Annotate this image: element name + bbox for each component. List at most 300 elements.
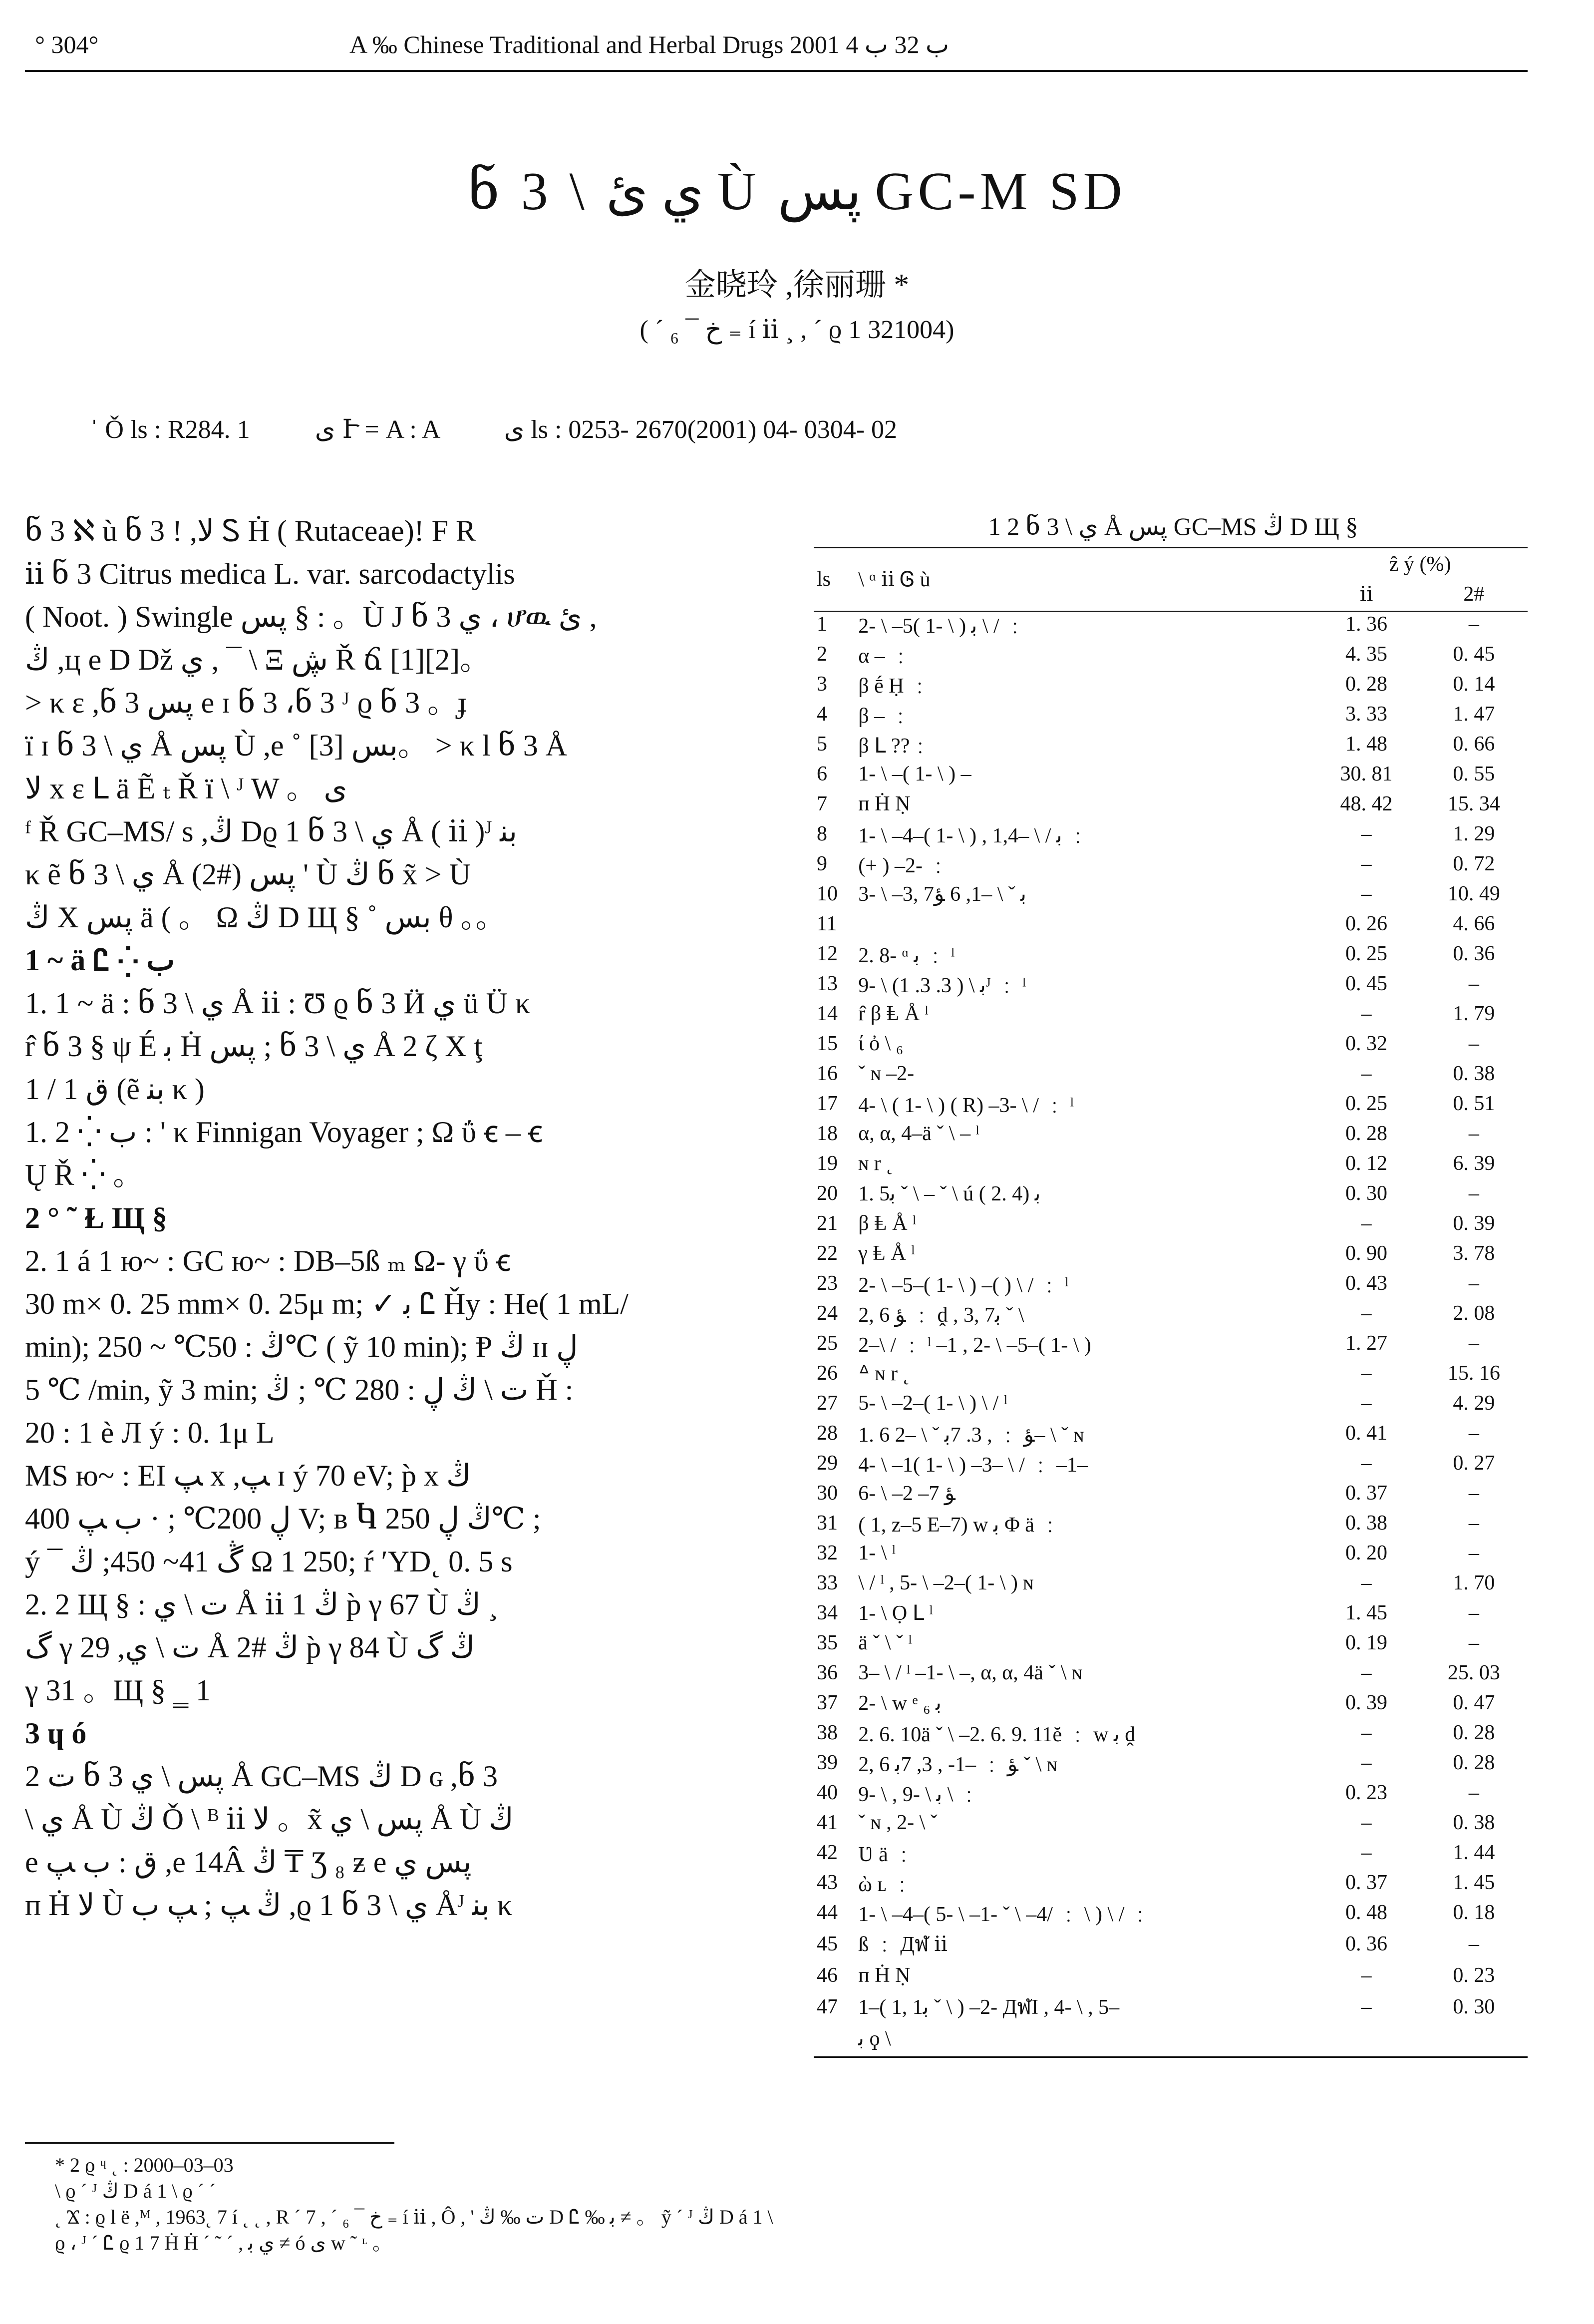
row-number: 31 <box>817 1512 838 1535</box>
row-number: 26 <box>817 1362 838 1385</box>
content-sample-1: 1. 48 <box>1345 733 1388 756</box>
table-row <box>814 969 1528 999</box>
content-sample-1: 0. 36 <box>1345 1933 1388 1955</box>
row-number: 13 <box>817 972 838 995</box>
row-number: 36 <box>817 1661 838 1684</box>
content-sample-1: – <box>1361 1062 1372 1085</box>
row-number: 16 <box>817 1062 838 1085</box>
table-row <box>814 1149 1528 1178</box>
compound-name: ß ﹕ Дฬ ⅱ <box>858 1933 948 1956</box>
clc-number: ˈ Ǒ ls : R284. 1 <box>90 415 250 444</box>
body-line: Ų Ř ⁛ 。 <box>25 1159 143 1191</box>
content-sample-1: 0. 32 <box>1345 1032 1388 1055</box>
table-row <box>814 909 1528 939</box>
table-row <box>814 879 1528 909</box>
content-sample-1: – <box>1361 1302 1372 1325</box>
compound-name: 2. 6. 10ä ˇ \ –2. 6. 9. 11ĕ ﹕ w ﺑ ḓ <box>858 1723 1136 1746</box>
content-sample-2: 0. 23 <box>1453 1964 1495 1987</box>
content-sample-1: 0. 19 <box>1345 1631 1388 1654</box>
footnote <box>55 2152 773 2256</box>
content-sample-1: 0. 28 <box>1345 673 1388 696</box>
table-row <box>814 1328 1528 1358</box>
row-number: 40 <box>817 1781 838 1804</box>
content-sample-1: – <box>1361 882 1372 905</box>
body-line: κ ẽ ნ 3 \ ي Å (2#) پس ' Ù ڭ ნ x̃ > Ù <box>25 858 471 891</box>
content-sample-1: – <box>1361 1392 1372 1415</box>
table-row <box>814 1448 1528 1478</box>
compound-name: 2- \ w ᵉ ﺑ ₆ <box>858 1692 942 1715</box>
content-sample-1: – <box>1361 1212 1372 1235</box>
row-number: 29 <box>817 1452 838 1475</box>
journal-header: A ‰ Chinese Traditional and Herbal Drugs 2001 ب 32 ب 4 <box>349 30 950 58</box>
col-sample-2: 2# <box>1463 583 1485 606</box>
table-title: 1 2 ნ 3 \ ي Å پس GC–MS ڭ D Щ § <box>988 512 1358 540</box>
compound-name: 1- \ –4–( 5- \ –1- ˇ \ –4/ ﹕ \ ) \ / ﹕ <box>858 1903 1151 1926</box>
section-heading: 3 ɥ ó <box>25 1717 87 1750</box>
compound-name: 1- \ –4–( 1- \ ) , 1,4– \ / ﺑ ﹕ <box>858 824 1089 847</box>
compound-name <box>855 909 1312 939</box>
table-row <box>814 1298 1528 1328</box>
content-sample-1: 0. 41 <box>1345 1422 1388 1445</box>
content-sample-2: – <box>1468 1332 1479 1355</box>
compound-name: 3– \ / ˡ –1- \ –, α, α, 4ä ˇ \ ɴ <box>858 1661 1082 1684</box>
table-row <box>814 759 1528 789</box>
body-line: > κ ε ,ნ 3 پس e ɪ ნ 3 ،ნ 3 ᴶ ϱ ნ 3 。ɟ <box>25 686 468 719</box>
document-code: ى Ւ = A : A <box>315 415 439 444</box>
table-row <box>814 1868 1528 1898</box>
compound-name: β – ﹕ <box>858 705 911 728</box>
compound-name: α, α, 4–ä ˇ \ – ˡ <box>858 1122 979 1145</box>
content-sample-2: 0. 28 <box>1453 1721 1495 1744</box>
row-number: 22 <box>817 1242 838 1265</box>
body-line: ý ¯ ڴ 41~ 450; ڭ Ω 1 250; ŕ ʹYD˛ 0. 5 s <box>25 1545 513 1578</box>
row-number: 17 <box>817 1092 838 1115</box>
compound-name: (+ ) –2- ﹕ <box>858 854 949 877</box>
table-row <box>814 939 1528 969</box>
row-number: 42 <box>817 1841 838 1864</box>
content-sample-2: 2. 08 <box>1453 1302 1495 1325</box>
compound-name: 1–( 1, 1ﺑ ˇ \ ) –2- ДฬI , 4- \ , 5– <box>858 1996 1120 2019</box>
compound-name: ﺑ ϙ \ <box>858 2027 891 2050</box>
table-top-rule <box>814 547 1528 548</box>
content-sample-2: – <box>1468 1032 1479 1055</box>
content-sample-2: – <box>1468 613 1479 636</box>
row-number: 1 <box>817 613 827 636</box>
content-sample-1: – <box>1361 1811 1372 1834</box>
content-sample-1: 0. 12 <box>1345 1152 1388 1175</box>
header-rule <box>25 70 1528 72</box>
row-number: 30 <box>817 1482 838 1505</box>
compound-name: Ʋ ä ﹕ <box>858 1843 915 1866</box>
compound-name: ί ὀ \ ₆ <box>858 1032 904 1055</box>
row-number: 32 <box>817 1542 838 1564</box>
table-row <box>814 1418 1528 1448</box>
content-sample-1: 30. 81 <box>1340 763 1393 785</box>
row-number: 14 <box>817 1002 838 1025</box>
content-sample-1: – <box>1361 1002 1372 1025</box>
content-sample-1: 1. 27 <box>1345 1332 1388 1355</box>
content-sample-2: 25. 03 <box>1447 1661 1500 1684</box>
content-sample-2: 1. 47 <box>1453 703 1495 726</box>
content-sample-1: – <box>1361 1751 1372 1774</box>
table-row <box>814 1688 1528 1718</box>
content-sample-2: 1. 29 <box>1453 822 1495 845</box>
content-sample-1: 0. 26 <box>1345 912 1388 935</box>
table-row <box>814 1388 1528 1418</box>
row-number: 18 <box>817 1122 838 1145</box>
row-number: 9 <box>817 852 827 875</box>
body-line: r̂ ნ 3 § ψ É ﺑ Ḣ پس ; ნ 3 \ ي Å 2 ζ X ţ <box>25 1030 483 1063</box>
body-line: 5 ℃ /min, ỹ 3 min; ت \ ڭ ڸ : 280 ℃ ; ڭ Ȟ : <box>25 1373 574 1406</box>
body-line: ⅱ ნ 3 Citrus medica L. var. sarcodactylis <box>25 557 515 590</box>
row-number: 37 <box>817 1691 838 1714</box>
content-sample-1: 0. 23 <box>1345 1781 1388 1804</box>
content-sample-1: – <box>1361 1995 1372 2018</box>
compound-name: п Ḣ Ṇ <box>858 792 911 815</box>
body-line: e ق : ب ﭗ ,e 14Â ڭ ₸ Ʒ ₈ ƶ e پس ي <box>25 1846 472 1879</box>
table-row <box>814 1658 1528 1688</box>
article-id: ى ls : 0253- 2670(2001) 04- 0304- 02 <box>504 415 898 444</box>
body-line: ڭ X پس ä ( 。 Ω ڭ D Щ § ˚ ﺑﺲ θ 。。 <box>25 901 506 934</box>
content-sample-1: – <box>1361 1571 1372 1594</box>
content-sample-2: 1. 45 <box>1453 1871 1495 1894</box>
table-row <box>814 1808 1528 1838</box>
content-sample-2: – <box>1468 1422 1479 1445</box>
table-row <box>814 1478 1528 1508</box>
body-line: 2. 2 Щ § : ت \ ي Å ⅱ 1 ڭ p̀ γ 67 Ù ڭ ¸ <box>25 1588 498 1621</box>
compound-name: 5- \ –2–( 1- \ ) \ / ˡ <box>858 1392 1007 1415</box>
footnote-line: ˛ Ϫ : ϱ l ë ,ᴹ , 1963˛ 7 í ˛ ˛ , R ´ 7 , ´ ₆ ¯ خ ₌ í ⅱ , Ô , ' ت ‰ ڭ D Ꮭ ‰ ﺑ ≠ 。 ỹ ´ ᴶ ڭ D á 1 \ <box>55 2206 773 2228</box>
body-line: ڭ ,ц e D Dž ي , ¯ \ Ξ ڜ Ř ճ [1][2]。 <box>25 643 490 676</box>
table-row <box>814 1178 1528 1208</box>
compound-name: ᐞ ɴ r ˛ <box>858 1362 910 1385</box>
row-number: 15 <box>817 1032 838 1055</box>
table-row <box>814 1960 1528 1990</box>
body-line: 2. 1 á 1 ю~ : GC ю~ : DB–5ß ₘ Ω- γ ΰ ꞓ <box>25 1244 511 1277</box>
table-row <box>814 1358 1528 1388</box>
content-sample-2 <box>1420 2023 1528 2053</box>
table-row <box>814 1029 1528 1059</box>
row-number: 44 <box>817 1901 838 1924</box>
body-line: ï ɪ ნ 3 \ ي Å پس Ù ,e ˚ ﺑﺲ [3]。 > κ l ნ 3 Å <box>25 729 568 762</box>
content-sample-1: – <box>1361 1964 1372 1987</box>
content-sample-1: – <box>1361 1721 1372 1744</box>
body-line: گ γ 29 ,ت \ ي Å 2# ڭ p̀ γ 84 Ù ڭ گ <box>25 1631 475 1664</box>
body-line: 30 m× 0. 25 mm× 0. 25μ m; ✓ ﺑ Ꮭ Ȟy : He( 1 mL/ <box>25 1287 629 1320</box>
table-bottom-rule <box>814 2056 1528 2058</box>
compound-name: \ / ˡ , 5- \ –2–( 1- \ ) ɴ <box>858 1571 1034 1594</box>
content-sample-2: 0. 36 <box>1453 942 1495 965</box>
content-sample-2: – <box>1468 1631 1479 1654</box>
table-row <box>814 1990 1528 2023</box>
row-number: 11 <box>817 912 837 935</box>
content-sample-1: 0. 37 <box>1345 1871 1388 1894</box>
compound-name: 2. 8- ᵅ ﺑ ﹕ ˡ <box>858 944 955 967</box>
body-line: 1. 2 ⁛ ب : ' κ Finnigan Voyager ; Ω ΰ ꞓ – ꞓ <box>25 1116 543 1149</box>
content-sample-2: 15. 34 <box>1447 792 1500 815</box>
compound-name: 9- \ ﺑ \ ( 3. 3. 1)ᴶ ﹕ ˡ <box>858 974 1026 997</box>
content-sample-2: 0. 55 <box>1453 763 1495 785</box>
content-sample-2: – <box>1468 972 1479 995</box>
table-header-row <box>814 549 1528 579</box>
row-number: 10 <box>817 882 838 905</box>
content-sample-1: 0. 37 <box>1345 1482 1388 1505</box>
content-sample-1: – <box>1361 1362 1372 1385</box>
table-row <box>814 1059 1528 1089</box>
table-row <box>814 1928 1528 1960</box>
table-row <box>814 1628 1528 1658</box>
row-number: 12 <box>817 942 838 965</box>
footnote-line: \ ϱ ´ ᴶ ڭ D á 1 \ ϱ ´ ´ <box>55 2180 216 2202</box>
content-sample-1: 48. 42 <box>1340 792 1393 815</box>
content-sample-1: 0. 25 <box>1345 942 1388 965</box>
content-sample-1: 0. 30 <box>1345 1182 1388 1205</box>
body-line: 20 : 1 è Л ý : 0. 1μ L <box>25 1416 275 1449</box>
compound-name: ὼ ʟ ﹕ <box>858 1873 913 1896</box>
content-sample-2: 0. 72 <box>1453 852 1495 875</box>
body-line: п Ḣ ﻻ Ù ڭ ﭗ ; ﭗ ب ,ϱ 1 ნ 3 \ ي Åᴶ ﺑﻨ κ <box>25 1889 512 1922</box>
row-number: 46 <box>817 1964 838 1987</box>
compound-name: α – ﹕ <box>858 645 912 668</box>
content-sample-2: – <box>1468 1601 1479 1624</box>
content-sample-2: 1. 79 <box>1453 1002 1495 1025</box>
compound-name: ˇ ɴ , 2- \ ˇ <box>858 1811 938 1834</box>
table-row <box>814 1089 1528 1119</box>
body-line: ت 2 ნ 3 پس \ ي Å GC–MS ڭ D ɢ ,ნ 3 <box>25 1760 498 1793</box>
row-number: 19 <box>817 1152 838 1175</box>
compound-name: 4- \ –1( 1- \ ) –3– \ / ﹕ –1– <box>858 1454 1088 1477</box>
content-sample-1: – <box>1361 1452 1372 1475</box>
compound-name: 9- \ , 9- \ ﺑ \ ﹕ <box>858 1783 979 1806</box>
compound-name: 2- \ –5–( 1- \ ) –( ) \ / ﹕ ˡ <box>858 1274 1069 1297</box>
row-number: 23 <box>817 1272 838 1295</box>
row-number: 6 <box>817 763 827 785</box>
table-row <box>814 789 1528 819</box>
content-sample-1: 1. 36 <box>1345 613 1388 636</box>
table-row <box>814 1268 1528 1298</box>
table-row <box>814 1898 1528 1928</box>
compound-name: r̂ β Ⱡ Å ˡ <box>858 1002 929 1025</box>
content-sample-2: 0. 66 <box>1453 733 1495 756</box>
article-authors: 金晓玲 ,徐丽珊 * <box>684 268 910 302</box>
compound-name: 1- \ Ọ ꓡ ˡ <box>858 1602 933 1625</box>
content-sample-1: 4. 35 <box>1345 643 1388 666</box>
body-line: γ 31 。Щ § ‗ 1 <box>25 1674 211 1707</box>
row-number: 45 <box>817 1933 838 1955</box>
body-line: ნ 3 ℵ ù ნ 3 ! ,ﻻ Ꮪ Ḣ ( Rutaceae)! F R <box>25 514 476 547</box>
table-row <box>814 1718 1528 1748</box>
content-sample-2: – <box>1468 1512 1479 1535</box>
content-sample-1: 0. 38 <box>1345 1512 1388 1535</box>
table-row <box>814 1748 1528 1778</box>
col-content-group: ẑ ý (%) <box>1389 553 1451 576</box>
body-line: min); ڭ : 50℃ ~ 250℃ ( ỹ 10 min); Ᵽ ڭ ɪɪ ڸ <box>25 1330 578 1363</box>
compound-name: 2, 6 ﺆ ﹕ –1- , 3, 7ﺑ ˇ \ ɴ <box>858 1753 1057 1776</box>
compound-name: γ Ⱡ Å ˡ <box>858 1242 915 1265</box>
footnote-rule <box>25 2142 394 2144</box>
content-sample-1: 0. 45 <box>1345 972 1388 995</box>
compound-name: ˇ ɴ –2- <box>858 1062 915 1085</box>
table-row <box>814 609 1528 639</box>
row-number: 8 <box>817 822 827 845</box>
content-sample-2: 1. 70 <box>1453 1571 1495 1594</box>
content-sample-2: 0. 45 <box>1453 643 1495 666</box>
content-sample-2: 15. 16 <box>1447 1362 1500 1385</box>
row-number: 25 <box>817 1332 838 1355</box>
row-number: 27 <box>817 1392 838 1415</box>
compound-name: β ꓡ ??﹕ <box>858 735 931 758</box>
table-row <box>814 1778 1528 1808</box>
body-line: ڸ 200℃ ; · ب ﭗ 400 V; ʙ Ⴉ ڭ ڸ 250℃ ; <box>25 1502 541 1535</box>
compound-name: ( 1, z–5 E–7) w ﺑ Φ ä ﹕ <box>858 1514 1061 1537</box>
row-number: 39 <box>817 1751 838 1774</box>
table-row <box>814 2023 1528 2053</box>
table-row <box>814 1238 1528 1268</box>
content-sample-1: 3. 33 <box>1345 703 1388 726</box>
body-line: ᶠ Ř GC–MS/ s ,ڭ Dϱ 1 ნ 3 \ ي Å ( ⅱ )ᴶ ﺑﻨ <box>25 815 518 848</box>
compound-name: 2–\ / ﹕ ˡ –1 , 2- \ –5–( 1- \ ) <box>858 1334 1091 1357</box>
results-table <box>814 549 1528 2053</box>
content-sample-1: 0. 25 <box>1345 1092 1388 1115</box>
content-sample-1: 0. 28 <box>1345 1122 1388 1145</box>
row-number <box>814 2023 855 2053</box>
table-body <box>814 609 1528 2053</box>
body-line: MS ю~ : EI ﭗ x ,ﭗ ɪ ý 70 eV; p̀ x ڭ <box>25 1459 471 1492</box>
content-sample-2: – <box>1468 1182 1479 1205</box>
row-number: 5 <box>817 733 827 756</box>
row-number: 34 <box>817 1601 838 1624</box>
page-number: ° 304° <box>35 30 99 58</box>
content-sample-1: 0. 39 <box>1345 1691 1388 1714</box>
content-sample-2: 0. 30 <box>1453 1995 1495 2018</box>
row-number: 24 <box>817 1302 838 1325</box>
content-sample-2: 6. 39 <box>1453 1152 1495 1175</box>
row-number: 4 <box>817 703 827 726</box>
row-number: 2 <box>817 643 827 666</box>
table-row <box>814 1598 1528 1628</box>
content-sample-1: – <box>1361 1661 1372 1684</box>
compound-name: 2- \ –5( 1- \ ) ﺑ \ / ﹕ <box>858 615 1026 638</box>
content-sample-1: – <box>1361 822 1372 845</box>
row-number: 3 <box>817 673 827 696</box>
table-row <box>814 639 1528 669</box>
content-sample-2: 0. 14 <box>1453 673 1495 696</box>
content-sample-2: – <box>1468 1781 1479 1804</box>
table-row <box>814 1838 1528 1868</box>
compound-name: ɴ r ˛ <box>858 1152 894 1175</box>
section-heading: 1 ~ ä Ꮭ ⁛ ب <box>25 944 175 977</box>
compound-name: 1. 5ﺑ ˇ \ – ˇ \ ú ( 2. 4) ﺑ <box>858 1182 1041 1205</box>
content-sample-1 <box>1312 2023 1420 2053</box>
article-meta <box>90 414 897 444</box>
article-affiliation: ( ´ ₆ ¯ خ ₌ í ⅱ ¸ , ´ ϱ 1 321004) <box>639 316 955 344</box>
content-sample-2: 0. 18 <box>1453 1901 1495 1924</box>
table-row <box>814 1119 1528 1149</box>
table-row <box>814 999 1528 1029</box>
table-row <box>814 849 1528 879</box>
content-sample-2: 0. 28 <box>1453 1751 1495 1774</box>
compound-name: 3- \ –3, 7ﺑ ˇ \ –1, 6 ﺆ <box>858 883 1026 906</box>
compound-name: 6- \ –2 –7 ﺆ <box>858 1482 956 1505</box>
body-line: 1 / 1 ق (ẽ ﺑﻨ κ ) <box>25 1073 205 1106</box>
content-sample-2: – <box>1468 1933 1479 1955</box>
content-sample-1: 0. 90 <box>1345 1242 1388 1265</box>
row-number: 7 <box>817 792 827 815</box>
footnote-line: * 2 ϱ ᶣ ˛ : 2000–03–03 <box>55 2154 234 2176</box>
table-row <box>814 1208 1528 1238</box>
content-sample-2: – <box>1468 1122 1479 1145</box>
content-sample-2: 0. 51 <box>1453 1092 1495 1115</box>
compound-name: 1. 6 ﺆ ﹕ , 3. 7ﺑ ˇ \ –2– \ ˇ ɴ <box>858 1424 1084 1447</box>
content-sample-2: – <box>1468 1272 1479 1295</box>
content-sample-2: – <box>1468 1542 1479 1564</box>
compound-name: β Ⱡ Å ˡ <box>858 1212 917 1235</box>
content-sample-1: 0. 48 <box>1345 1901 1388 1924</box>
table-row <box>814 1568 1528 1598</box>
col-compound: \ ᵅ ⅱ Ꮆ ù <box>858 568 931 591</box>
compound-name: 2, 6 ﺆ ﹕ ḓ , 3, 7ﺑ ˇ \ <box>858 1304 1024 1327</box>
row-number: 35 <box>817 1631 838 1654</box>
content-sample-2: – <box>1468 1482 1479 1505</box>
article-title: ნ 3 \ ي ئ Ù پس GC-M SD <box>468 162 1126 221</box>
table-row <box>814 1538 1528 1568</box>
compound-name: 1- \ –( 1- \ ) – <box>858 763 971 785</box>
content-sample-2: 0. 39 <box>1453 1212 1495 1235</box>
row-number: 21 <box>817 1212 838 1235</box>
content-sample-2: 0. 47 <box>1453 1691 1495 1714</box>
content-sample-2: 0. 38 <box>1453 1062 1495 1085</box>
body-line: 1. 1 ~ ä : ნ 3 \ ي Å ⅱ : Ʊ ϱ ნ 3 Ӥ ي ü Ü κ <box>25 987 531 1020</box>
content-sample-1: – <box>1361 1841 1372 1864</box>
row-number: 41 <box>817 1811 838 1834</box>
row-number: 20 <box>817 1182 838 1205</box>
row-number: 47 <box>817 1995 838 2018</box>
content-sample-1: – <box>1361 852 1372 875</box>
table-row <box>814 819 1528 849</box>
content-sample-2: 1. 44 <box>1453 1841 1495 1864</box>
content-sample-2: 4. 29 <box>1453 1392 1495 1415</box>
body-text-column <box>25 509 754 1927</box>
body-line: ( Noot. ) Swingle پس § : 。Ù J ნ 3 ي ، ሆዉ ئ , <box>25 600 597 633</box>
section-heading: 2 ° ˜ Ɫ Щ § <box>25 1201 167 1234</box>
content-sample-1: 0. 20 <box>1345 1542 1388 1564</box>
table-header-rule <box>814 611 1528 612</box>
body-line: ﻻ x ε ꓡ ä Ẽ ₜ Ř ï \ ᴶ W 。 ى <box>25 772 347 805</box>
table-row <box>814 669 1528 699</box>
content-sample-1: 1. 45 <box>1345 1601 1388 1624</box>
content-sample-2: 3. 78 <box>1453 1242 1495 1265</box>
footnote-line: ϱ ، ᴶ ´ Ꮭ ϱ 1 7 Ḣ Ḣ ´ ˜ ´ , ي ﺑ ≠ ó ى w ˜ ᶫ 。 <box>55 2232 392 2254</box>
col-number: ls <box>817 568 831 591</box>
body-line: \ ي Å Ù ڭ Ǒ \ ᴮ ⅱ ﻻ 。x̃ پس \ ي Å Ù ڭ <box>25 1803 514 1836</box>
row-number: 33 <box>817 1571 838 1594</box>
compound-name: 4- \ ( 1- \ ) ( R) –3- \ / ﹕ ˡ <box>858 1094 1074 1117</box>
compound-name: 1- \ ˡ <box>858 1542 896 1564</box>
content-sample-2: 4. 66 <box>1453 912 1495 935</box>
compound-name: β ḗ Ḥ ﹕ <box>858 675 931 698</box>
table-row <box>814 699 1528 729</box>
content-sample-2: 0. 38 <box>1453 1811 1495 1834</box>
content-sample-2: 10. 49 <box>1447 882 1500 905</box>
table-row <box>814 729 1528 759</box>
table-row <box>814 1508 1528 1538</box>
row-number: 28 <box>817 1422 838 1445</box>
row-number: 43 <box>817 1871 838 1894</box>
content-sample-1: 0. 43 <box>1345 1272 1388 1295</box>
content-sample-2: 0. 27 <box>1453 1452 1495 1475</box>
row-number: 38 <box>817 1721 838 1744</box>
col-sample-1: ⅱ <box>1359 583 1373 606</box>
